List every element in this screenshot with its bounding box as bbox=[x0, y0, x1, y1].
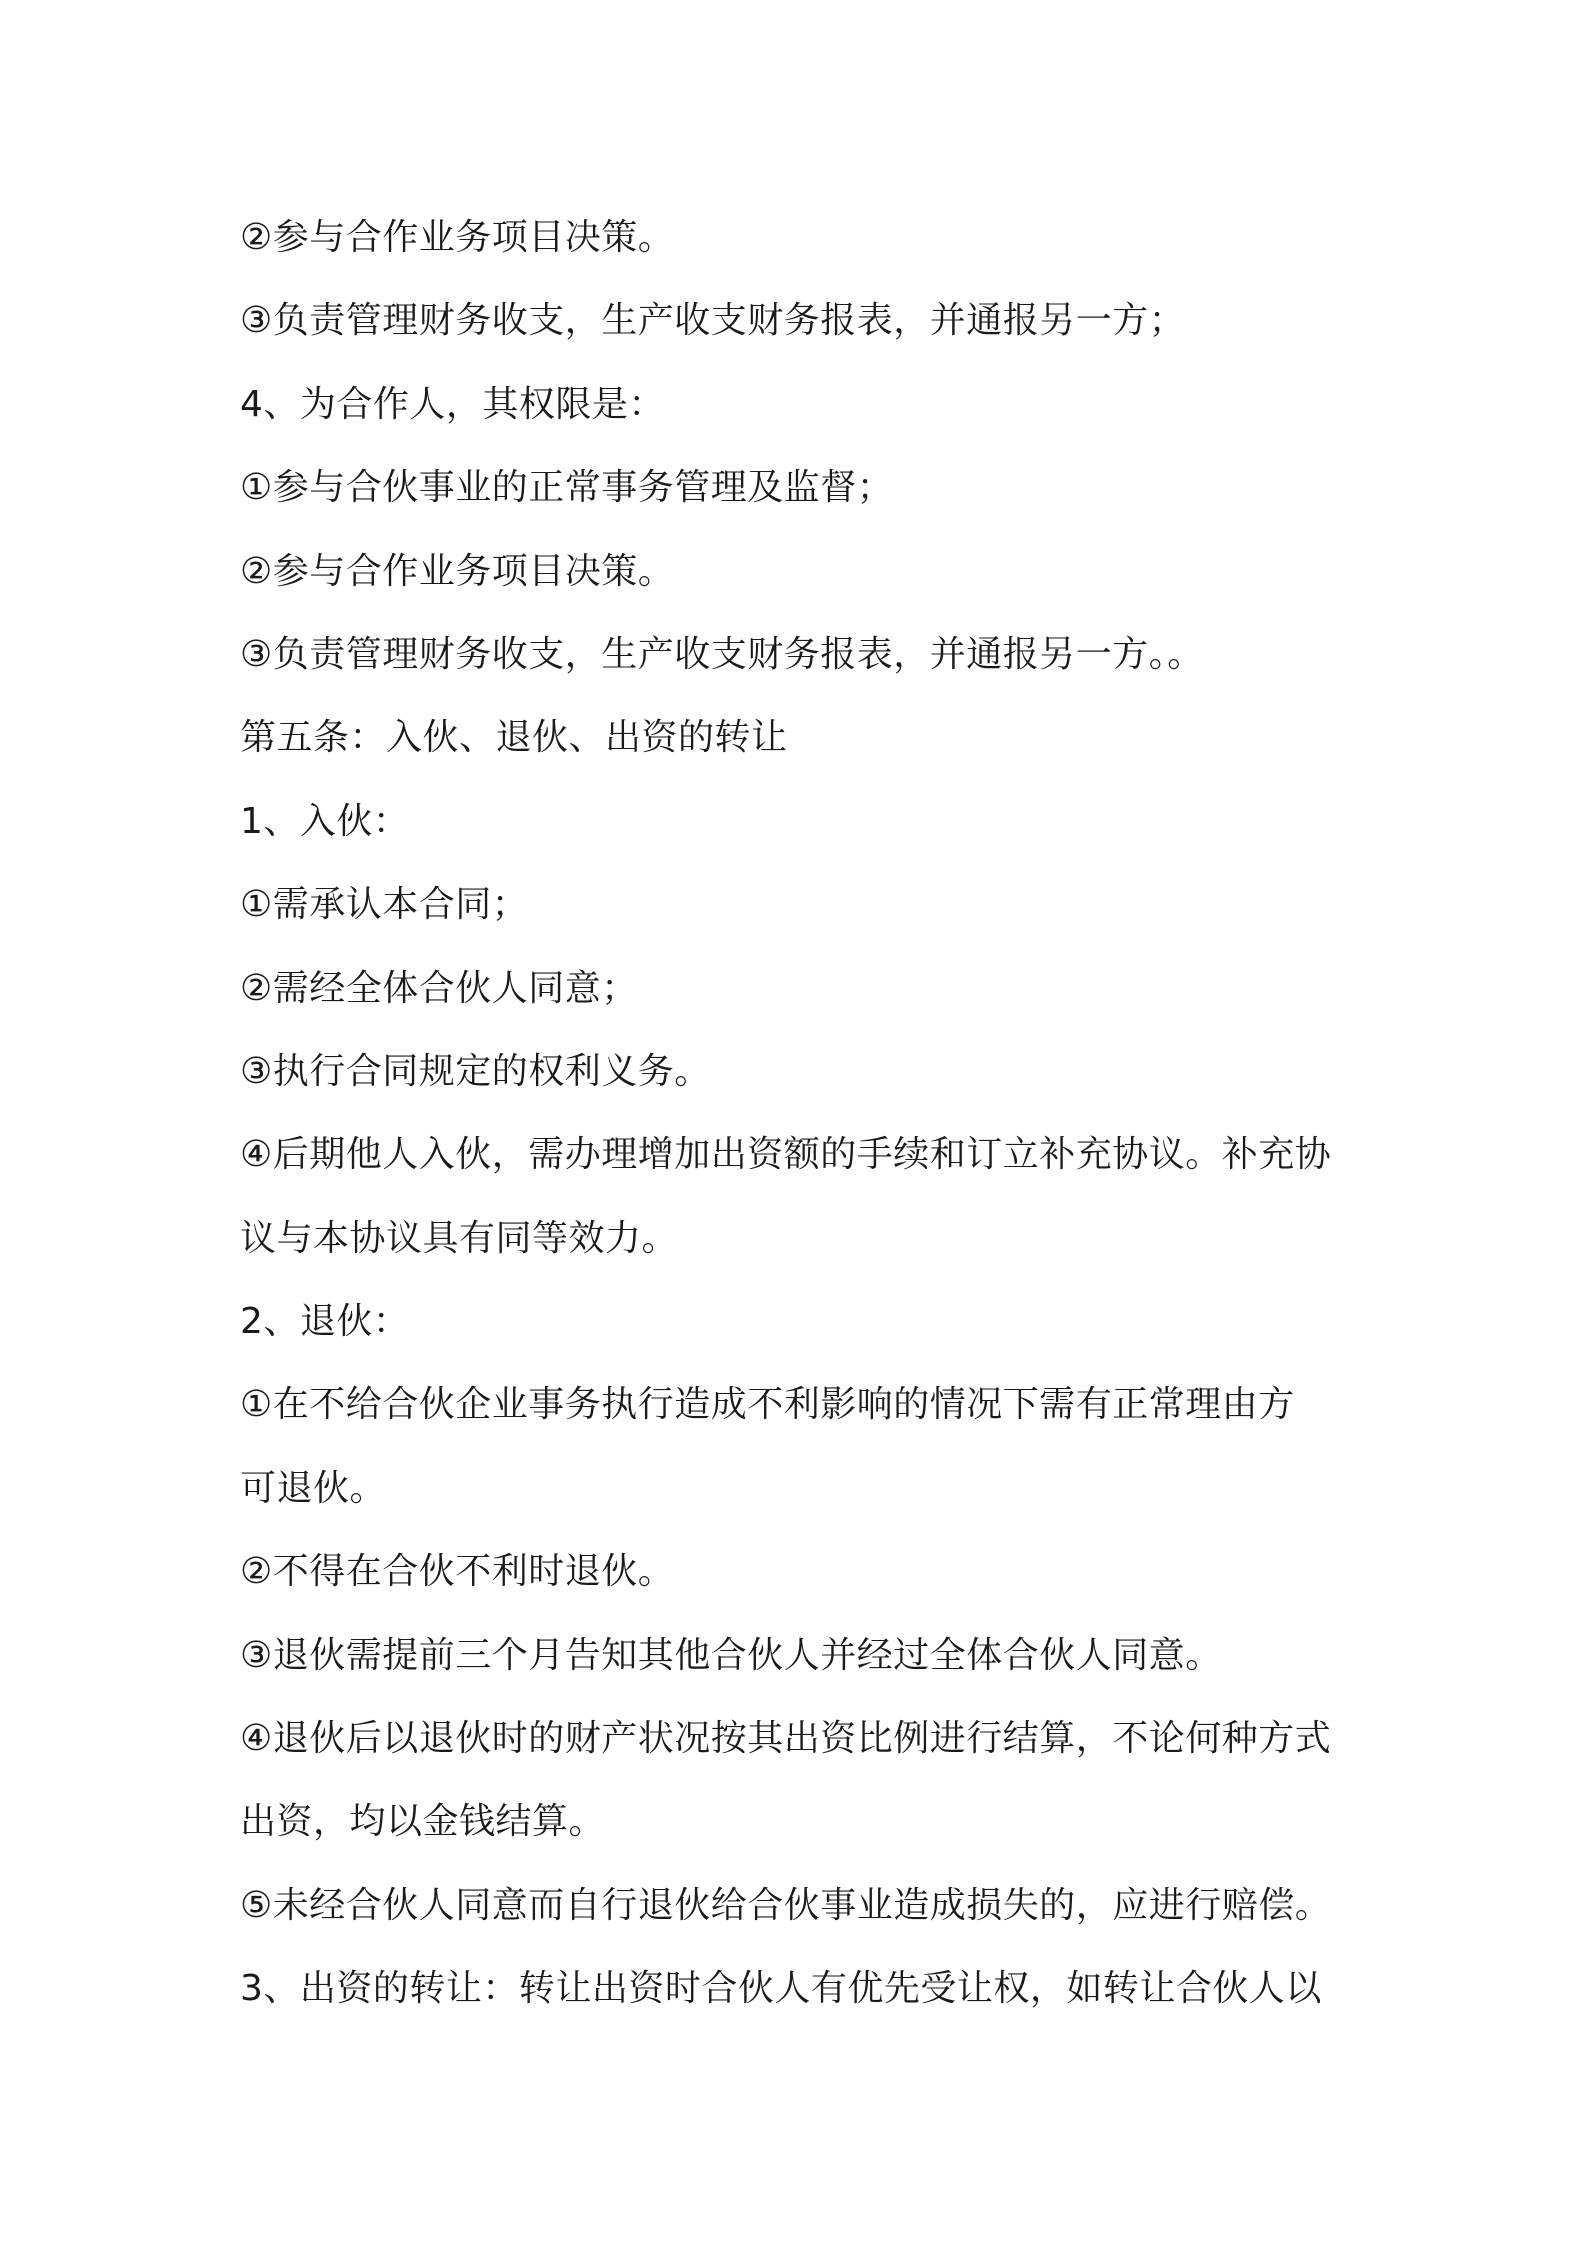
text-line: ①在不给合伙企业事务执行造成不利影响的情况下需有正常理由方 bbox=[240, 1384, 1295, 1426]
text-line: ④后期他人入伙，需办理增加出资额的手续和订立补充协议。补充协 bbox=[240, 1134, 1332, 1176]
subsection-heading: 1、入伙： bbox=[240, 800, 410, 842]
text-line: ③负责管理财务收支，生产收支财务报表，并通报另一方。。 bbox=[240, 633, 1204, 675]
text-line: 出资，均以金钱结算。 bbox=[240, 1801, 606, 1843]
text-line: ①需承认本合同； bbox=[240, 884, 529, 926]
text-line: ②需经全体合伙人同意； bbox=[240, 967, 638, 1009]
text-line: ⑤未经合伙人同意而自行退伙给合伙事业造成损失的，应进行赔偿。 bbox=[240, 1884, 1332, 1926]
text-line: ②参与合作业务项目决策。 bbox=[240, 217, 675, 258]
document-body bbox=[240, 196, 1360, 2031]
text-line: ③退伙需提前三个月告知其他合伙人并经过全体合伙人同意。 bbox=[240, 1634, 1222, 1676]
text-line: ④退伙后以退伙时的财产状况按其出资比例进行结算，不论何种方式 bbox=[240, 1718, 1332, 1760]
text-line: ③负责管理财务收支，生产收支财务报表，并通报另一方； bbox=[240, 300, 1186, 342]
section-heading: 第五条：入伙、退伙、出资的转让 bbox=[240, 717, 788, 759]
text-line: ②不得在合伙不利时退伙。 bbox=[240, 1551, 675, 1593]
text-line: 议与本协议具有同等效力。 bbox=[240, 1217, 679, 1259]
text-line: 4、为合作人，其权限是： bbox=[240, 383, 665, 425]
subsection-heading: 2、退伙： bbox=[240, 1301, 410, 1343]
text-line: ①参与合伙事业的正常事务管理及监督； bbox=[240, 467, 894, 509]
subsection-heading: 3、出资的转让：转让出资时合伙人有优先受让权，如转让合伙人以 bbox=[240, 1968, 1322, 2010]
text-line: ③执行合同规定的权利义务。 bbox=[240, 1050, 711, 1092]
text-line: 可退伙。 bbox=[240, 1467, 387, 1509]
text-line: ②参与合作业务项目决策。 bbox=[240, 550, 675, 592]
